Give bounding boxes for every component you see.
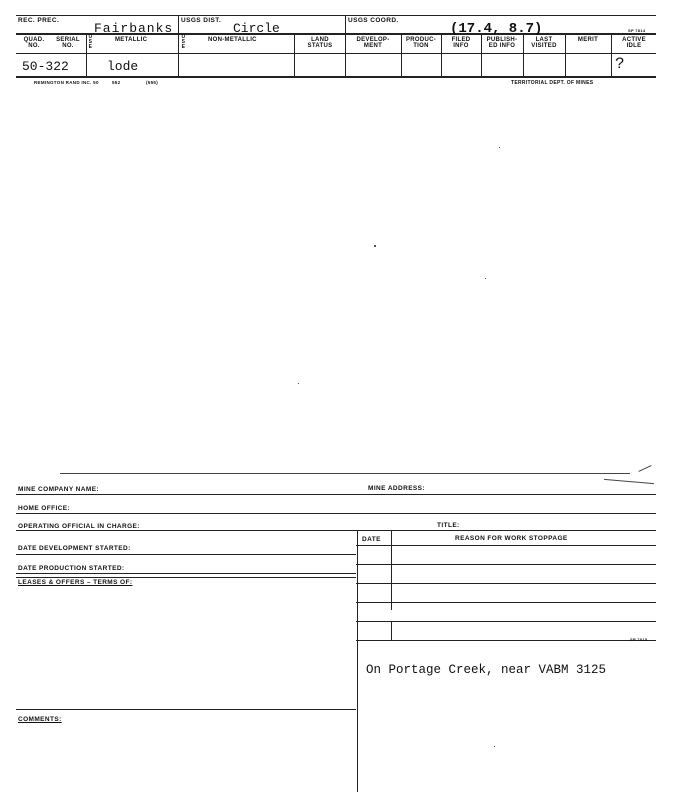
record-quad-serial: 50-322 (22, 59, 69, 74)
col-published-info: PUBLISH- ED INFO (486, 37, 518, 49)
date-development-label: DATE DEVELOPMENT STARTED: (18, 545, 131, 552)
col-development: DEVELOP- MENT (356, 37, 390, 49)
col-land-status: LAND STATUS (307, 37, 333, 49)
printer-code-2: (555) (146, 80, 159, 85)
operating-official-label: OPERATING OFFICIAL IN CHARGE: (18, 523, 140, 530)
form-number-top: SP 7814 (628, 28, 646, 33)
printer-code: 552 (112, 80, 121, 85)
col-quad-no: QUAD. NO. (23, 37, 45, 49)
col-use-non-metallic: U S E (181, 34, 186, 50)
col-filed-info: FILED INFO (451, 37, 471, 49)
record-active-idle: ? (615, 55, 625, 73)
scan-speck (374, 245, 376, 247)
scan-speck (494, 746, 495, 747)
col-active-idle: ACTIVE IDLE (622, 37, 646, 49)
leases-label: LEASES & OFFERS – TERMS OF: (18, 579, 133, 586)
date-col-label: DATE (362, 536, 381, 543)
rec-prec-label: REC. PREC. (18, 17, 60, 24)
rec-prec-value: Fairbanks (94, 21, 174, 36)
form-number-bottom: SP 7815 (630, 637, 648, 642)
home-office-label: HOME OFFICE: (18, 505, 71, 512)
col-last-visited: LAST VISITED (531, 37, 557, 49)
record-metallic: lode (107, 59, 139, 74)
reason-col-label: REASON FOR WORK STOPPAGE (455, 535, 568, 542)
printer-note: REMINGTON RAND INC. 50 (34, 80, 99, 85)
usgs-coord-value: (17.4, 8.7) (450, 21, 543, 37)
scan-speck (485, 278, 486, 279)
scan-speck (499, 147, 500, 148)
department-note: TERRITORIAL DEPT. OF MINES (511, 80, 594, 86)
col-serial-no: SERIAL NO. (56, 37, 80, 49)
col-non-metallic: NON-METALLIC (208, 37, 257, 43)
mine-address-label: MINE ADDRESS: (368, 485, 425, 492)
scan-speck (298, 383, 299, 384)
title-label: TITLE: (437, 522, 460, 529)
col-metallic: METALLIC (115, 37, 148, 43)
usgs-coord-label: USGS COORD. (348, 17, 399, 24)
col-use-metallic: U S E (88, 34, 93, 50)
usgs-dist-label: USGS DIST. (181, 17, 222, 24)
date-production-label: DATE PRODUCTION STARTED: (18, 565, 125, 572)
location-note: On Portage Creek, near VABM 3125 (366, 663, 607, 677)
usgs-dist-value: Circle (233, 21, 280, 36)
col-production: PRODUC- TION (405, 37, 437, 49)
comments-label: COMMENTS: (18, 716, 62, 723)
col-merit: MERIT (577, 37, 599, 43)
mine-company-label: MINE COMPANY NAME: (18, 486, 99, 493)
